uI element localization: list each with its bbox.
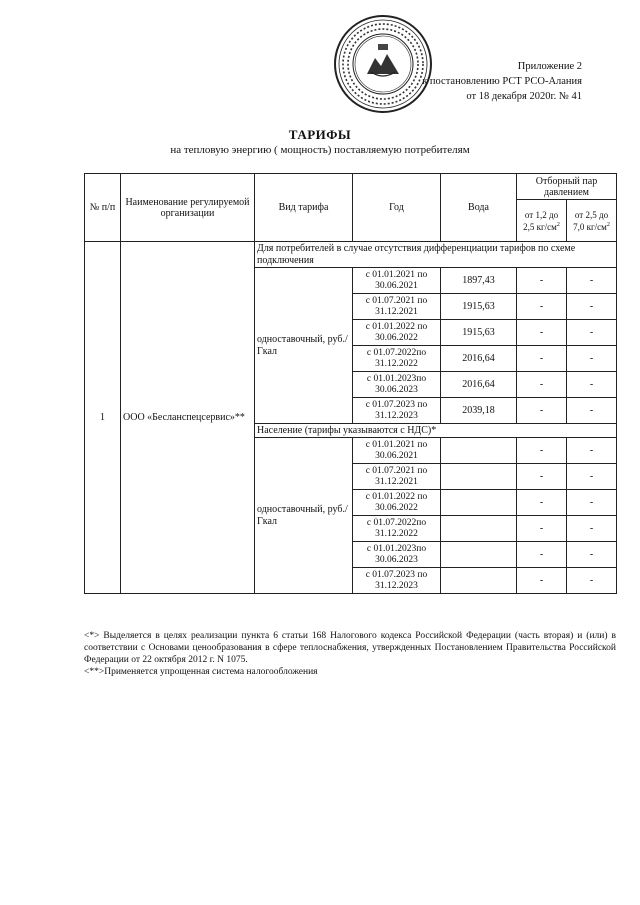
steam1-value: - [517, 516, 567, 542]
tariffs-table [84, 173, 617, 594]
steam1-value: - [517, 542, 567, 568]
period-cell: с 01.07.2023 по 31.12.2023 [353, 398, 441, 424]
water-value: 1915,63 [441, 320, 517, 346]
header-org: Наименование регулируемой организации [121, 174, 255, 242]
water-value [441, 490, 517, 516]
steam2-value: - [567, 398, 617, 424]
steam2-value: - [567, 320, 617, 346]
steam2-value: - [567, 372, 617, 398]
document-title: ТАРИФЫ [288, 127, 352, 142]
footnotes [84, 630, 616, 678]
header-steam: Отборный пар давлением [517, 174, 617, 200]
header-water: Вода [441, 174, 517, 242]
steam2-value: - [567, 464, 617, 490]
section2-tariff-type: одноставочный, руб./Гкал [255, 438, 353, 594]
period-cell: с 01.01.2021 по 30.06.2021 [353, 268, 441, 294]
period-cell: с 01.01.2021 по 30.06.2021 [353, 438, 441, 464]
steam1-value: - [517, 346, 567, 372]
document-subtitle: на тепловую энергию ( мощность) поставляемую потребителям [170, 144, 470, 156]
period-cell: с 01.01.2023по 30.06.2023 [353, 542, 441, 568]
header-year: Год [353, 174, 441, 242]
steam2-value: - [567, 268, 617, 294]
header-type: Вид тарифа [255, 174, 353, 242]
steam2-value: - [567, 490, 617, 516]
footnote-vat: <*> Выделяется в целях реализации пункта 6 статьи 168 Налогового кодекса Российской Федерации (часть вторая) и (или) в соответствии с Основами ценообразования в сфере теплоснабжения, утвержденных Постановлением Правительства Российской Федерации от 22 октября 2012 г. N 1075. [84, 631, 616, 665]
steam1-value: - [517, 568, 567, 594]
period-cell: с 01.07.2021 по 31.12.2021 [353, 464, 441, 490]
water-value: 2016,64 [441, 346, 517, 372]
appendix-header [282, 59, 582, 104]
header-num: № п/п [85, 174, 121, 242]
water-value: 2039,18 [441, 398, 517, 424]
steam2-value: - [567, 542, 617, 568]
section2-title: Население (тарифы указываются с НДС)* [255, 424, 617, 438]
steam2-value: - [567, 346, 617, 372]
section1-title: Для потребителей в случае отсутствия дифференциации тарифов по схеме подключения [255, 242, 617, 268]
period-cell: с 01.07.2023 по 31.12.2023 [353, 568, 441, 594]
water-value [441, 568, 517, 594]
steam1-value: - [517, 320, 567, 346]
water-value [441, 464, 517, 490]
water-value [441, 542, 517, 568]
period-cell: с 01.01.2023по 30.06.2023 [353, 372, 441, 398]
water-value [441, 516, 517, 542]
footnote-tax-system: <**>Применяется упрощенная система налогообложения [84, 667, 318, 677]
steam1-value: - [517, 464, 567, 490]
period-cell: с 01.01.2022 по 30.06.2022 [353, 490, 441, 516]
period-cell: с 01.07.2022по 31.12.2022 [353, 516, 441, 542]
steam1-value: - [517, 438, 567, 464]
steam2-value: - [567, 294, 617, 320]
appendix-line: от 18 декабря 2020г. № 41 [466, 91, 582, 102]
period-cell: с 01.01.2022 по 30.06.2022 [353, 320, 441, 346]
period-cell: с 01.07.2022по 31.12.2022 [353, 346, 441, 372]
steam2-value: - [567, 438, 617, 464]
steam2-value: - [567, 516, 617, 542]
section1-tariff-type: одноставочный, руб./Гкал [255, 268, 353, 424]
period-cell: с 01.07.2021 по 31.12.2021 [353, 294, 441, 320]
steam1-value: - [517, 490, 567, 516]
water-value: 1915,63 [441, 294, 517, 320]
header-steam-col1: от 1,2 до 2,5 $кг/см^2$ [517, 200, 567, 242]
appendix-line: Приложение 2 [517, 61, 582, 72]
row-number: 1 [85, 242, 121, 594]
water-value: 2016,64 [441, 372, 517, 398]
steam1-value: - [517, 372, 567, 398]
org-name: ООО «Бесланспецсервис»** [121, 242, 255, 594]
appendix-line: к постановлению РСТ РСО-Алания [422, 76, 582, 87]
water-value [441, 438, 517, 464]
steam1-value: - [517, 398, 567, 424]
steam1-value: - [517, 294, 567, 320]
steam2-value: - [567, 568, 617, 594]
header-steam-col2: от 2,5 до 7,0 $кг/см^2$ [567, 200, 617, 242]
steam1-value: - [517, 268, 567, 294]
water-value: 1897,43 [441, 268, 517, 294]
